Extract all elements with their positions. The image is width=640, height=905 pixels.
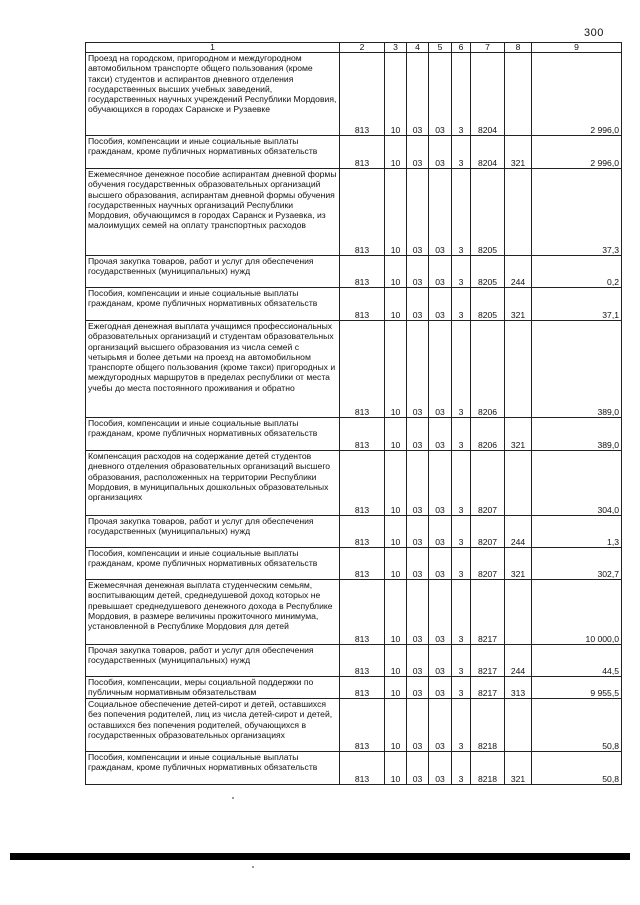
cell-subsection: 03 [407,53,429,136]
cell-subsection: 03 [407,256,429,288]
cell-target-code: 8218 [471,699,505,752]
cell-expense-type: 313 [505,677,532,699]
cell-expense-type [505,699,532,752]
cell-amount: 37,3 [532,169,622,256]
cell-program: 03 [429,752,452,785]
cell-subsection: 03 [407,451,429,516]
row-description: Пособия, компенсации, меры социальной поддержки по публичным нормативным обязательствам [86,677,340,699]
cell-admin-code: 813 [340,418,385,451]
cell-program: 03 [429,699,452,752]
cell-section: 10 [385,256,407,288]
table-row [86,136,622,169]
row-description: Пособия, компенсации и иные социальные выплаты гражданам, кроме публичных нормативных обязательств [86,288,340,321]
cell-admin-code: 813 [340,321,385,418]
col-header: 1 [86,43,340,53]
cell-admin-code: 813 [340,451,385,516]
cell-admin-code: 813 [340,677,385,699]
cell-admin-code: 813 [340,288,385,321]
cell-program: 03 [429,645,452,677]
cell-subsection: 03 [407,169,429,256]
cell-expense-type [505,321,532,418]
scan-edge-bar [10,853,630,860]
cell-subprogram: 3 [452,516,471,548]
cell-admin-code: 813 [340,169,385,256]
cell-expense-type: 321 [505,136,532,169]
cell-target-code: 8206 [471,321,505,418]
cell-section: 10 [385,418,407,451]
table-row [86,516,622,548]
cell-program: 03 [429,321,452,418]
cell-amount: 302,7 [532,548,622,580]
cell-admin-code: 813 [340,256,385,288]
col-header: 8 [505,43,532,53]
cell-section: 10 [385,677,407,699]
table-row [86,580,622,645]
table-row [86,53,622,136]
cell-admin-code: 813 [340,548,385,580]
cell-section: 10 [385,645,407,677]
col-header: 5 [429,43,452,53]
row-description: Пособия, компенсации и иные социальные выплаты гражданам, кроме публичных нормативных обязательств [86,418,340,451]
cell-admin-code: 813 [340,752,385,785]
cell-target-code: 8207 [471,548,505,580]
row-description: Ежемесячное денежное пособие аспирантам дневной формы обучения государственных образовательных организаций высшего образования, аспирантам дневной формы обучения государственных научных организаций Республики Мордовия, обучающимся в городах Саранск и Рузаевка, из малоимущих семей на оплату транспортных расходов [86,169,340,256]
cell-section: 10 [385,548,407,580]
cell-subsection: 03 [407,516,429,548]
cell-subprogram: 3 [452,548,471,580]
page-number: 300 [584,27,604,39]
cell-admin-code: 813 [340,53,385,136]
cell-amount: 50,8 [532,752,622,785]
cell-program: 03 [429,169,452,256]
budget-table [85,42,622,785]
cell-subsection: 03 [407,136,429,169]
cell-program: 03 [429,677,452,699]
table-row [86,752,622,785]
cell-subprogram: 3 [452,53,471,136]
cell-subprogram: 3 [452,169,471,256]
cell-section: 10 [385,288,407,321]
cell-subsection: 03 [407,288,429,321]
cell-amount: 304,0 [532,451,622,516]
cell-subsection: 03 [407,752,429,785]
col-header: 2 [340,43,385,53]
cell-subprogram: 3 [452,699,471,752]
cell-amount: 389,0 [532,418,622,451]
cell-amount: 50,8 [532,699,622,752]
cell-target-code: 8217 [471,580,505,645]
cell-amount: 37,1 [532,288,622,321]
cell-section: 10 [385,580,407,645]
header-row [86,43,622,53]
col-header: 7 [471,43,505,53]
cell-target-code: 8205 [471,288,505,321]
cell-program: 03 [429,580,452,645]
cell-subsection: 03 [407,645,429,677]
cell-expense-type [505,169,532,256]
row-description: Прочая закупка товаров, работ и услуг для обеспечения государственных (муниципальных) нужд [86,645,340,677]
cell-program: 03 [429,451,452,516]
row-description: Социальное обеспечение детей-сирот и детей, оставшихся без попечения родителей, лиц из числа детей-сирот и детей, оставшихся без попечения родителей, обучающихся в государственных образовательных организациях [86,699,340,752]
cell-expense-type: 321 [505,418,532,451]
cell-subprogram: 3 [452,752,471,785]
cell-expense-type: 244 [505,256,532,288]
table-row [86,256,622,288]
cell-subprogram: 3 [452,418,471,451]
cell-subsection: 03 [407,677,429,699]
cell-subprogram: 3 [452,580,471,645]
cell-admin-code: 813 [340,516,385,548]
cell-section: 10 [385,169,407,256]
table-row [86,645,622,677]
col-header: 6 [452,43,471,53]
cell-admin-code: 813 [340,699,385,752]
cell-section: 10 [385,53,407,136]
table-row [86,321,622,418]
row-description: Пособия, компенсации и иные социальные выплаты гражданам, кроме публичных нормативных обязательств [86,548,340,580]
cell-target-code: 8207 [471,516,505,548]
cell-target-code: 8217 [471,645,505,677]
cell-subprogram: 3 [452,288,471,321]
row-description: Компенсация расходов на содержание детей студентов дневного отделения образовательных организаций высшего образования, расположенных на территории Республики Мордовия, в муниципальных дошкольных образовательных организациях [86,451,340,516]
row-description: Прочая закупка товаров, работ и услуг для обеспечения государственных (муниципальных) нужд [86,256,340,288]
cell-subprogram: 3 [452,321,471,418]
row-description: Ежегодная денежная выплата учащимся профессиональных образовательных организаций и студентам образовательных организаций высшего образования из числа семей с четырьмя и более детьми на проезд на автомобильном транспорте общего пользования (кроме такси) пригородных и междугородных маршрутов в пределах республики от места учебы до места постоянного проживания и обратно [86,321,340,418]
cell-subprogram: 3 [452,645,471,677]
cell-section: 10 [385,321,407,418]
table-row [86,169,622,256]
cell-program: 03 [429,256,452,288]
cell-expense-type [505,451,532,516]
cell-target-code: 8204 [471,136,505,169]
cell-subsection: 03 [407,699,429,752]
col-header: 4 [407,43,429,53]
col-header: 9 [532,43,622,53]
cell-subsection: 03 [407,418,429,451]
cell-section: 10 [385,699,407,752]
cell-admin-code: 813 [340,136,385,169]
cell-amount: 2 996,0 [532,53,622,136]
row-description: Пособия, компенсации и иные социальные выплаты гражданам, кроме публичных нормативных обязательств [86,752,340,785]
cell-program: 03 [429,288,452,321]
scan-speck [232,797,234,799]
cell-subsection: 03 [407,580,429,645]
cell-target-code: 8204 [471,53,505,136]
row-description: Прочая закупка товаров, работ и услуг для обеспечения государственных (муниципальных) нужд [86,516,340,548]
cell-admin-code: 813 [340,580,385,645]
row-description: Проезд на городском, пригородном и междугородном автомобильном транспорте общего пользования (кроме такси) студентов и аспирантов дневного отделения государственных высших учебных заведений, государственных научных учреждений Республики Мордовия, обучающихся в городах Саранске и Рузаевке [86,53,340,136]
cell-amount: 0,2 [532,256,622,288]
cell-amount: 10 000,0 [532,580,622,645]
cell-admin-code: 813 [340,645,385,677]
cell-subprogram: 3 [452,256,471,288]
cell-expense-type: 244 [505,516,532,548]
cell-subprogram: 3 [452,677,471,699]
cell-section: 10 [385,752,407,785]
cell-subsection: 03 [407,548,429,580]
table-row [86,677,622,699]
cell-amount: 1,3 [532,516,622,548]
cell-expense-type [505,580,532,645]
table-row [86,451,622,516]
cell-program: 03 [429,53,452,136]
cell-amount: 2 996,0 [532,136,622,169]
cell-subprogram: 3 [452,451,471,516]
col-header: 3 [385,43,407,53]
cell-target-code: 8207 [471,451,505,516]
cell-expense-type [505,53,532,136]
cell-target-code: 8206 [471,418,505,451]
row-description: Ежемесячная денежная выплата студенческим семьям, воспитывающим детей, среднедушевой доход которых не превышает среднедушевого денежного дохода в Республике Мордовия, в размере величины прожиточного минимума, установленной в Республике Мордовия для детей [86,580,340,645]
table-row [86,418,622,451]
cell-target-code: 8205 [471,256,505,288]
cell-amount: 389,0 [532,321,622,418]
cell-expense-type: 244 [505,645,532,677]
table-row [86,548,622,580]
cell-target-code: 8218 [471,752,505,785]
cell-expense-type: 321 [505,752,532,785]
cell-amount: 9 955,5 [532,677,622,699]
cell-expense-type: 321 [505,288,532,321]
cell-section: 10 [385,516,407,548]
cell-amount: 44,5 [532,645,622,677]
cell-section: 10 [385,451,407,516]
table-row [86,288,622,321]
table-row [86,699,622,752]
cell-subsection: 03 [407,321,429,418]
cell-target-code: 8205 [471,169,505,256]
cell-section: 10 [385,136,407,169]
cell-target-code: 8217 [471,677,505,699]
cell-program: 03 [429,548,452,580]
cell-program: 03 [429,418,452,451]
cell-program: 03 [429,136,452,169]
cell-subprogram: 3 [452,136,471,169]
cell-program: 03 [429,516,452,548]
cell-expense-type: 321 [505,548,532,580]
row-description: Пособия, компенсации и иные социальные выплаты гражданам, кроме публичных нормативных обязательств [86,136,340,169]
scan-speck [252,866,254,868]
